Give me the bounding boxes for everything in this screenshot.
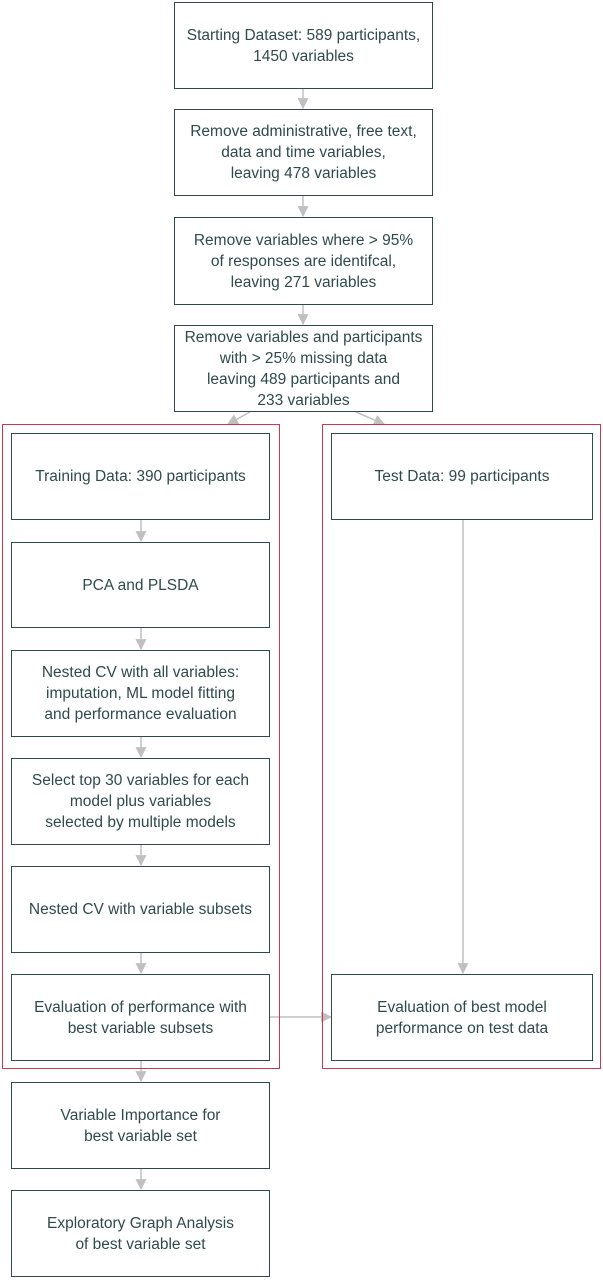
- exploratory-graph-analysis-box: Exploratory Graph Analysis of best variable set: [11, 1190, 270, 1277]
- arrow-remove-missing-to-test: [356, 412, 384, 424]
- test-data-box: Test Data: 99 participants: [331, 433, 593, 520]
- nested-cv-all-variables-box: Nested CV with all variables: imputation, ML model fitting and performance evaluation: [11, 650, 270, 737]
- remove-admin-variables-box: Remove administrative, free text, data and time variables, leaving 478 variables: [174, 109, 433, 196]
- select-top-variables-box: Select top 30 variables for each model plus variables selected by multiple models: [11, 758, 270, 845]
- evaluation-test-box: Evaluation of best model performance on test data: [331, 974, 593, 1061]
- arrow-remove-missing-to-training: [228, 412, 250, 424]
- variable-importance-box: Variable Importance for best variable set: [11, 1082, 270, 1169]
- training-data-box: Training Data: 390 participants: [11, 433, 270, 520]
- training-group-frame: [2, 424, 280, 1069]
- remove-missing-data-box: Remove variables and participants with > 25% missing data leaving 489 participants and 233 variables: [174, 325, 433, 412]
- evaluation-subsets-box: Evaluation of performance with best variable subsets: [11, 974, 270, 1061]
- pca-plsda-box: PCA and PLSDA: [11, 542, 270, 628]
- nested-cv-subsets-box: Nested CV with variable subsets: [11, 866, 270, 953]
- starting-dataset-box: Starting Dataset: 589 participants, 1450 variables: [174, 2, 433, 89]
- test-group-frame: [322, 424, 601, 1069]
- remove-identical-variables-box: Remove variables where > 95% of responses are identifcal, leaving 271 variables: [174, 217, 433, 305]
